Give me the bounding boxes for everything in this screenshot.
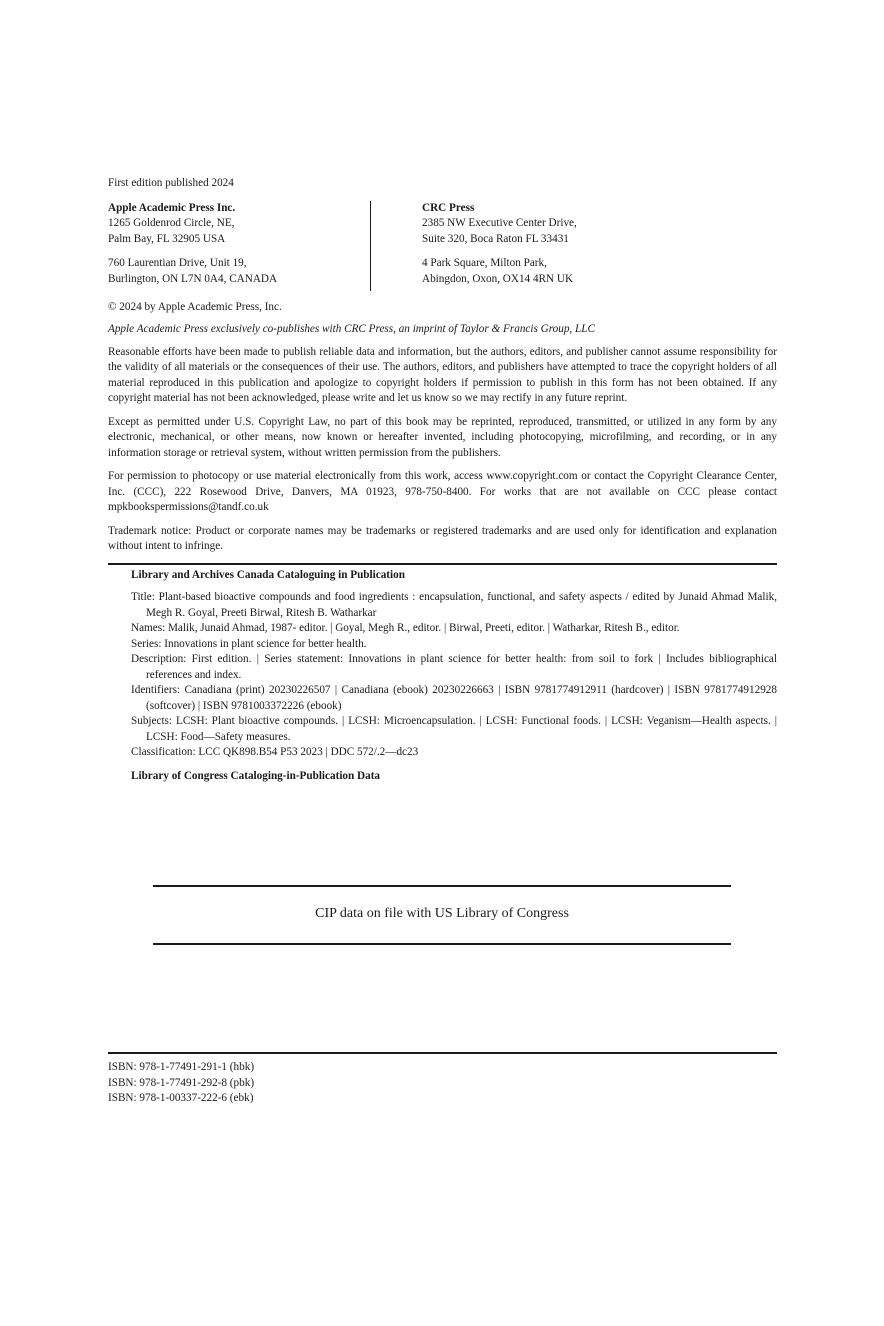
publisher-right-address2-line1: 4 Park Square, Milton Park, xyxy=(422,257,547,269)
cip-entry-subjects: Subjects: LCSH: Plant bioactive compounds. | LCSH: Microencapsulation. | LCSH: Functional foods. | LCSH: Veganism—Health aspects. | LCSH: Food—Safety measures. xyxy=(131,715,777,743)
cip-entry-classification: Classification: LCC QK898.B54 P53 2023 | DDC 572/.2—dc23 xyxy=(131,746,419,758)
copyright-page xyxy=(108,176,777,784)
address-divider xyxy=(370,201,371,291)
copyright-law-paragraph: Except as permitted under U.S. Copyright Law, no part of this book may be reprinted, reproduced, transmitted, or utilized in any form by any electronic, mechanical, or other means, now known or hereafter invented, including photocopying, microfilming, and recording, or in any information storage or retrieval system, without written permission from the publishers. xyxy=(108,415,777,459)
copublish-line: Apple Academic Press exclusively co-publishes with CRC Press, an imprint of Taylor & Francis Group, LLC xyxy=(108,323,595,335)
reasonable-efforts-paragraph: Reasonable efforts have been made to publish reliable data and information, but the authors, editors, and publisher cannot assume responsibility for the validity of all materials or the consequences of their use. The authors, editors, and publishers have attempted to trace the copyright holders of all material reproduced in this publication and apologize to copyright holders if permission to publish in this form has not been obtained. If any copyright material has not been acknowledged, please write and let us know so we may rectify in any future reprint. xyxy=(108,345,777,404)
loc-cip-title: Library of Congress Cataloging-in-Publication Data xyxy=(131,769,381,782)
cip-entry-series: Series: Innovations in plant science for better health. xyxy=(131,637,367,650)
isbn-block xyxy=(108,1052,777,1107)
publisher-left-address1-line2: Palm Bay, FL 32905 USA xyxy=(108,232,226,245)
cip-entry-title: Title: Plant-based bioactive compounds and food ingredients : encapsulation, functional, and safety aspects / edited by Junaid Ahmad Malik, Megh R. Goyal, Preeti Birwal, Ritesh B. Watharkar xyxy=(131,591,777,619)
cip-data-note: CIP data on file with US Library of Congress xyxy=(153,885,731,945)
isbn-hbk: ISBN: 978-1-77491-291-1 (hbk) xyxy=(108,1061,255,1073)
publisher-left-address1-line1: 1265 Goldenrod Circle, NE, xyxy=(108,217,235,229)
publisher-left-name: Apple Academic Press Inc. xyxy=(108,201,236,214)
publisher-right xyxy=(422,201,722,288)
publisher-right-address1-line1: 2385 NW Executive Center Drive, xyxy=(422,217,577,229)
cip-title: Library and Archives Canada Cataloguing in Publication xyxy=(131,568,405,581)
publisher-left-address2-line2: Burlington, ON L7N 0A4, CANADA xyxy=(108,272,278,285)
isbn-ebk: ISBN: 978-1-00337-222-6 (ebk) xyxy=(108,1092,254,1104)
publisher-right-address1-line2: Suite 320, Boca Raton FL 33431 xyxy=(422,232,569,245)
isbn-pbk: ISBN: 978-1-77491-292-8 (pbk) xyxy=(108,1076,255,1089)
cip-entry-identifiers: Identifiers: Canadiana (print) 20230226507 | Canadiana (ebook) 20230226663 | ISBN 9781774912911 (hardcover) | ISBN 9781774912928 (softcover) | ISBN 9781003372226 (ebook) xyxy=(131,684,777,712)
cip-block xyxy=(108,563,777,785)
publisher-addresses xyxy=(108,201,777,293)
first-edition-line: First edition published 2024 xyxy=(108,177,234,189)
publisher-left-address2-line1: 760 Laurentian Drive, Unit 19, xyxy=(108,257,247,269)
publisher-right-name: CRC Press xyxy=(422,201,475,214)
publisher-right-address2-line2: Abingdon, Oxon, OX14 4RN UK xyxy=(422,272,574,285)
publisher-left xyxy=(108,201,358,288)
trademark-paragraph: Trademark notice: Product or corporate names may be trademarks or registered trademarks and are used only for identification and explanation without intent to infringe. xyxy=(108,524,777,552)
cip-entry-description: Description: First edition. | Series statement: Innovations in plant science for better health: from soil to fork | Includes bibliographical references and index. xyxy=(131,653,777,681)
copyright-line: © 2024 by Apple Academic Press, Inc. xyxy=(108,300,282,313)
permission-paragraph: For permission to photocopy or use material electronically from this work, access www.copyright.com or contact the Copyright Clearance Center, Inc. (CCC), 222 Rosewood Drive, Danvers, MA 01923, 978-750-8400. For works that are not available on CCC please contact mpkbookspermissions@tandf.co.uk xyxy=(108,470,777,513)
cip-entry-names: Names: Malik, Junaid Ahmad, 1987- editor. | Goyal, Megh R., editor. | Birwal, Preeti, editor. | Watharkar, Ritesh B., editor. xyxy=(131,622,680,634)
